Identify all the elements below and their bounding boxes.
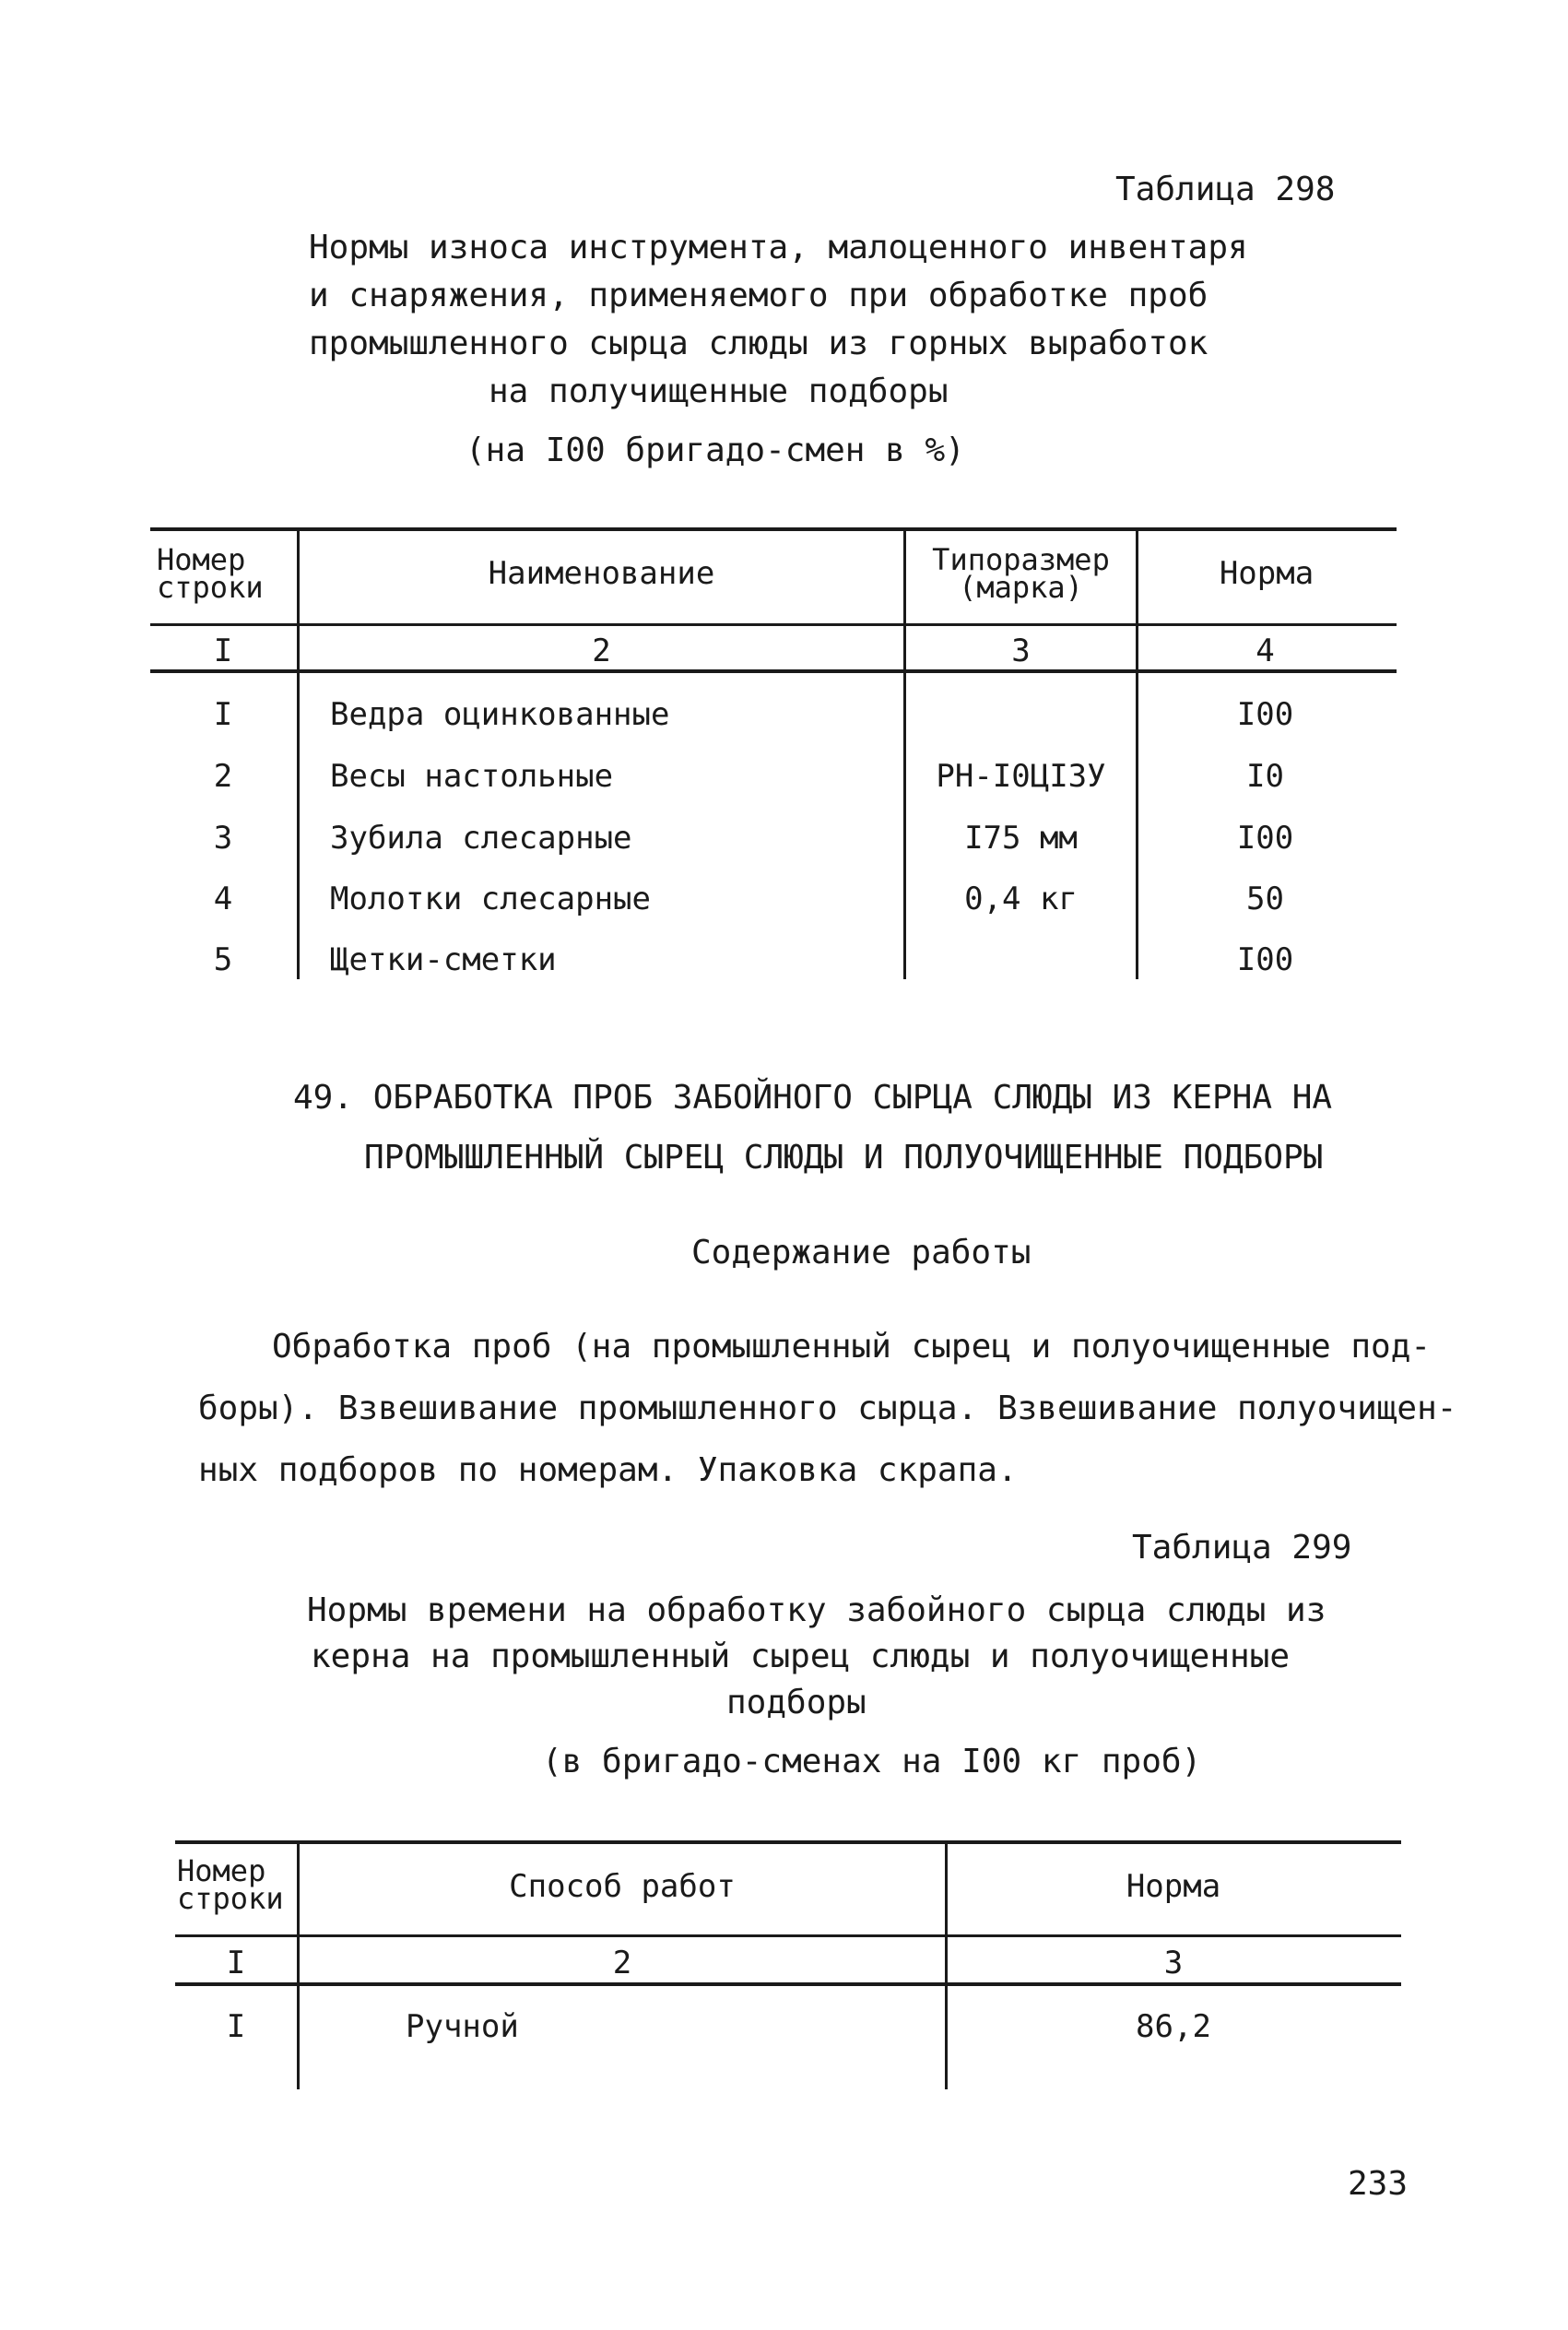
column-number: I: [226, 1945, 246, 1981]
row-num: I: [213, 696, 233, 733]
table-unit: (на I00 бригадо-смен в %): [466, 432, 965, 469]
section-heading-line: ПРОМЫШЛЕННЫЙ СЫРЕЦ СЛЮДЫ И ПОЛУОЧИЩЕННЫЕ ПОДБОРЫ: [364, 1139, 1324, 1177]
header-norm: Норма: [1219, 555, 1315, 592]
row-size: I75 мм: [964, 820, 1078, 857]
table-rule: [175, 1840, 1401, 1844]
row-norm: I00: [1236, 820, 1294, 857]
column-number: 2: [612, 1945, 632, 1981]
paragraph-line: боры). Взвешивание промышленного сырца. Взвешивание полуочищен-: [198, 1390, 1457, 1427]
column-number: 3: [1011, 633, 1031, 669]
column-number: I: [213, 633, 233, 669]
table-label: Таблица 298: [1115, 171, 1336, 208]
header-size: Типоразмер (марка): [932, 542, 1110, 605]
column-number: 3: [1163, 1945, 1184, 1981]
section-heading-line: 49. ОБРАБОТКА ПРОБ ЗАБОЙНОГО СЫРЦА СЛЮДЫ ИЗ КЕРНА НА: [293, 1079, 1333, 1117]
column-divider: [297, 527, 300, 979]
header-method: Способ работ: [509, 1868, 736, 1905]
row-name: Ведра оцинкованные: [330, 696, 670, 733]
row-size: 0,4 кг: [964, 881, 1078, 917]
table-rule: [150, 623, 1397, 626]
header-name: Наименование: [488, 555, 715, 592]
column-number: 4: [1256, 633, 1275, 669]
row-name: Весы настольные: [330, 758, 614, 795]
table-label: Таблица 299: [1132, 1529, 1352, 1567]
row-num: I: [226, 2008, 246, 2045]
row-norm: I0: [1246, 758, 1284, 795]
table-title-line: и снаряжения, применяемого при обработке проб: [309, 277, 1208, 314]
section-subheading: Содержание работы: [691, 1234, 1032, 1271]
table-title-line: Нормы времени на обработку забойного сырца слюды из: [307, 1591, 1326, 1629]
table-rule: [175, 1934, 1401, 1937]
row-norm: I00: [1236, 941, 1294, 978]
row-name: Молотки слесарные: [330, 881, 651, 917]
table-title-line: подборы: [726, 1684, 867, 1721]
row-norm: I00: [1236, 696, 1294, 733]
header-norm: Норма: [1126, 1868, 1221, 1905]
header-num: Номер строки: [177, 1853, 284, 1916]
table-unit: (в бригадо-сменах на I00 кг проб): [542, 1743, 1202, 1780]
table-title-line: промышленного сырца слюды из горных выработок: [309, 325, 1208, 362]
table-title-line: керна на промышленный сырец слюды и полуочищенные: [311, 1638, 1291, 1675]
table-rule: [175, 1982, 1401, 1986]
row-norm: 50: [1246, 881, 1284, 917]
table-rule: [150, 527, 1397, 531]
row-num: 4: [213, 881, 233, 917]
paragraph-line: ных подборов по номерам. Упаковка скрапа.: [198, 1451, 1018, 1489]
table-title-line: Нормы износа инструмента, малоценного инвентаря: [309, 229, 1248, 266]
column-number: 2: [592, 633, 611, 669]
row-num: 2: [213, 758, 233, 795]
table-rule: [150, 669, 1397, 673]
header-num: Номер строки: [157, 542, 264, 605]
row-method: Ручной: [406, 2008, 519, 2045]
row-name: Зубила слесарные: [330, 820, 632, 857]
row-num: 3: [213, 820, 233, 857]
row-size: РН-I0ЦI3У: [936, 758, 1106, 795]
row-norm: 86,2: [1136, 2008, 1211, 2045]
table-title-line: на получищенные подборы: [489, 373, 949, 410]
paragraph-line: Обработка проб (на промышленный сырец и полуочищенные под-: [272, 1328, 1432, 1366]
page-number: 233: [1348, 2165, 1409, 2203]
row-num: 5: [213, 941, 233, 978]
row-name: Щетки-сметки: [330, 941, 557, 978]
